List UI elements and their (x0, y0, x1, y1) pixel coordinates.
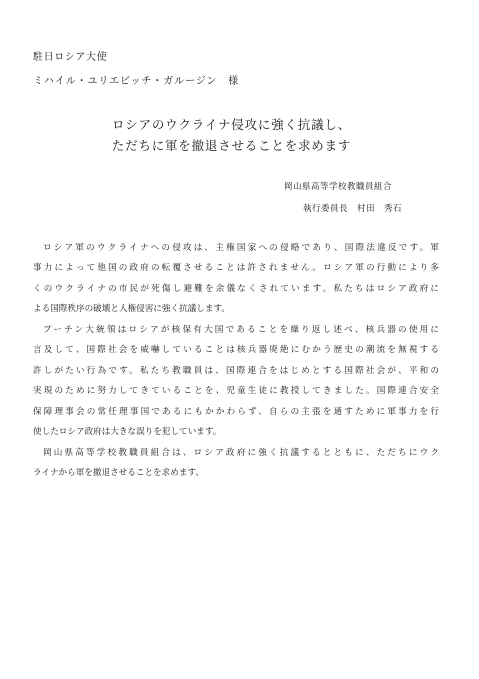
addressee-title: 駐日ロシア大使 (33, 52, 108, 63)
body-line: 保障理事会の常任理事国であるにもかかわらず、自らの主張を通すために軍事力を行 (33, 406, 439, 417)
body-line: 許しがたい行為です。私たち教職員は、国際連合をはじめとする国際社会が、平和の (33, 365, 439, 376)
sender-name: 執行委員長 村田 秀石 (303, 204, 403, 214)
body-paragraph-1 (33, 238, 439, 320)
body-line: 岡山県高等学校教職員組合は、ロシア政府に強く抗議するとともに、ただちにウク (43, 448, 439, 458)
addressee-name: ミハイル・ユリエビッチ・ガルージン 様 (33, 76, 240, 87)
body-line: くのウクライナの市民が死傷し避難を余儀なくされています。私たちはロシア政府に (33, 283, 439, 294)
body-paragraph-2 (33, 320, 439, 442)
sender-organization: 岡山県高等学校教職員組合 (284, 182, 393, 192)
body-line: よる国際秩序の破壊と人権侵害に強く抗議します。 (33, 304, 230, 315)
body-line: プーチン大統領はロシアが核保有大国であることを繰り返し述べ、核兵器の使用に (43, 325, 439, 335)
body-line: ロシア軍のウクライナへの侵攻は、主権国家への侵略であり、国際法違反です。軍 (43, 243, 439, 253)
body-line: 実現のために努力してきていることを、児童生徒に教授してきました。国際連合安全 (33, 386, 439, 397)
body-line: 言及して、国際社会を威嚇していることは核兵器廃絶にむかう歴史の潮流を無視する (33, 345, 439, 356)
body-line: 事力によって他国の政府の転覆させることは許されません。ロシア軍の行動により多 (33, 263, 439, 274)
document-title-line-2: ただちに軍を撤退させることを求めます (111, 138, 352, 153)
body-line: ライナから軍を撤退させることを求めます。 (33, 468, 204, 479)
document-title-line-1: ロシアのウクライナ侵攻に強く抗議し、 (111, 117, 352, 132)
body-paragraph-3 (33, 443, 439, 484)
body-line: 使したロシア政府は大きな誤りを犯しています。 (33, 426, 222, 437)
